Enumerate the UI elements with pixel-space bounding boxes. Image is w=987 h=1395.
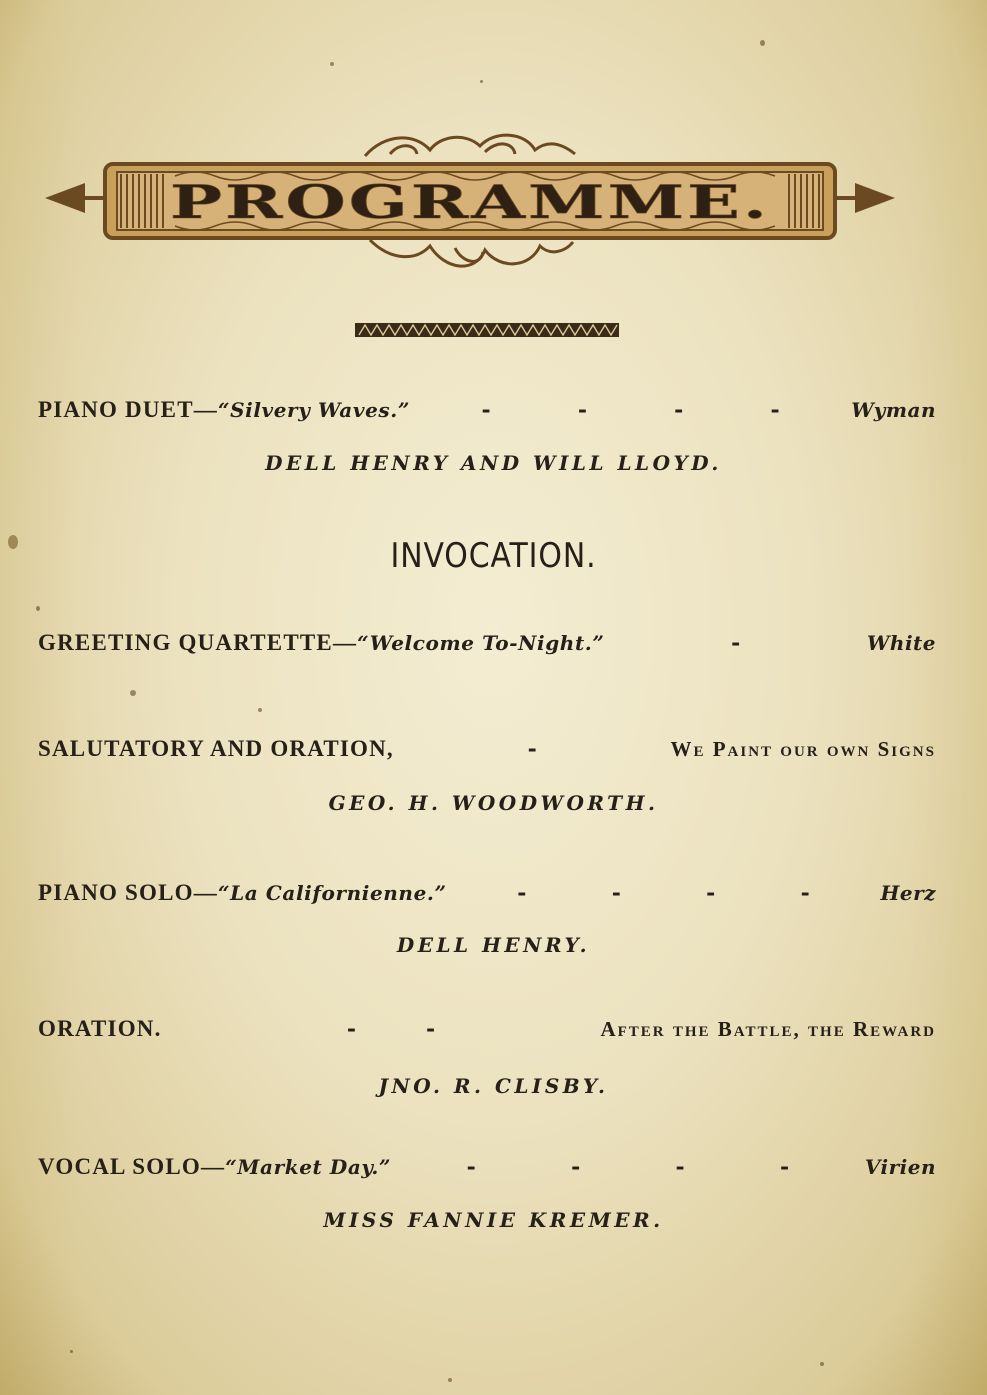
leader-dashes: - - - - [517, 880, 810, 906]
item-performer: JNO. R. CLISBY. [378, 1074, 609, 1098]
item-composer: Herz [880, 881, 936, 905]
item-performer: DELL HENRY. [396, 933, 591, 957]
item-work: “Silvery Waves.” [217, 398, 410, 422]
invocation-heading: INVOCATION. [390, 536, 597, 576]
item-composer: Virien [864, 1155, 936, 1179]
programme-item [38, 1016, 936, 1050]
programme-item [38, 397, 936, 431]
item-composer: White [866, 631, 936, 655]
paper-speck [760, 40, 765, 46]
item-subject: We Paint our own Signs [670, 737, 936, 761]
leader-dashes: - [527, 736, 537, 762]
item-work: “Welcome To-Night.” [357, 631, 605, 655]
item-performer: GEO. H. WOODWORTH. [328, 791, 659, 815]
programme-banner [45, 128, 895, 280]
item-performer: DELL HENRY AND WILL LLOYD. [265, 451, 722, 475]
item-title: PIANO DUET— [38, 397, 218, 422]
paper-speck [70, 1350, 73, 1353]
paper-speck [130, 690, 136, 696]
paper-speck [36, 606, 40, 611]
programme-item [38, 736, 936, 770]
item-title: GREETING QUARTETTE— [38, 630, 358, 655]
item-title: SALUTATORY AND ORATION, [38, 736, 394, 761]
item-title: VOCAL SOLO— [38, 1154, 226, 1179]
programme-item [38, 1154, 936, 1188]
item-title: ORATION. [38, 1016, 162, 1041]
item-work: “La Californienne.” [217, 881, 447, 905]
programme-item [38, 630, 936, 664]
item-composer: Wyman [851, 398, 936, 422]
leader-dashes: - - [346, 1016, 436, 1042]
programme-item [38, 880, 936, 914]
ornamental-rule [355, 321, 619, 339]
item-work: “Market Day.” [225, 1155, 392, 1179]
paper-speck [480, 80, 483, 83]
leader-dashes: - - - - [481, 397, 780, 423]
item-title: PIANO SOLO— [38, 880, 218, 905]
paper-speck [8, 535, 18, 549]
paper-speck [330, 62, 334, 66]
paper-speck [448, 1378, 452, 1382]
item-subject: After the Battle, the Reward [600, 1017, 936, 1041]
banner-title: PROGRAMME. [170, 175, 770, 229]
paper-speck [820, 1362, 824, 1366]
leader-dashes: - [731, 630, 741, 656]
item-performer: MISS FANNIE KREMER. [323, 1208, 664, 1232]
leader-dashes: - - - - [466, 1154, 790, 1180]
paper-speck [258, 708, 262, 712]
